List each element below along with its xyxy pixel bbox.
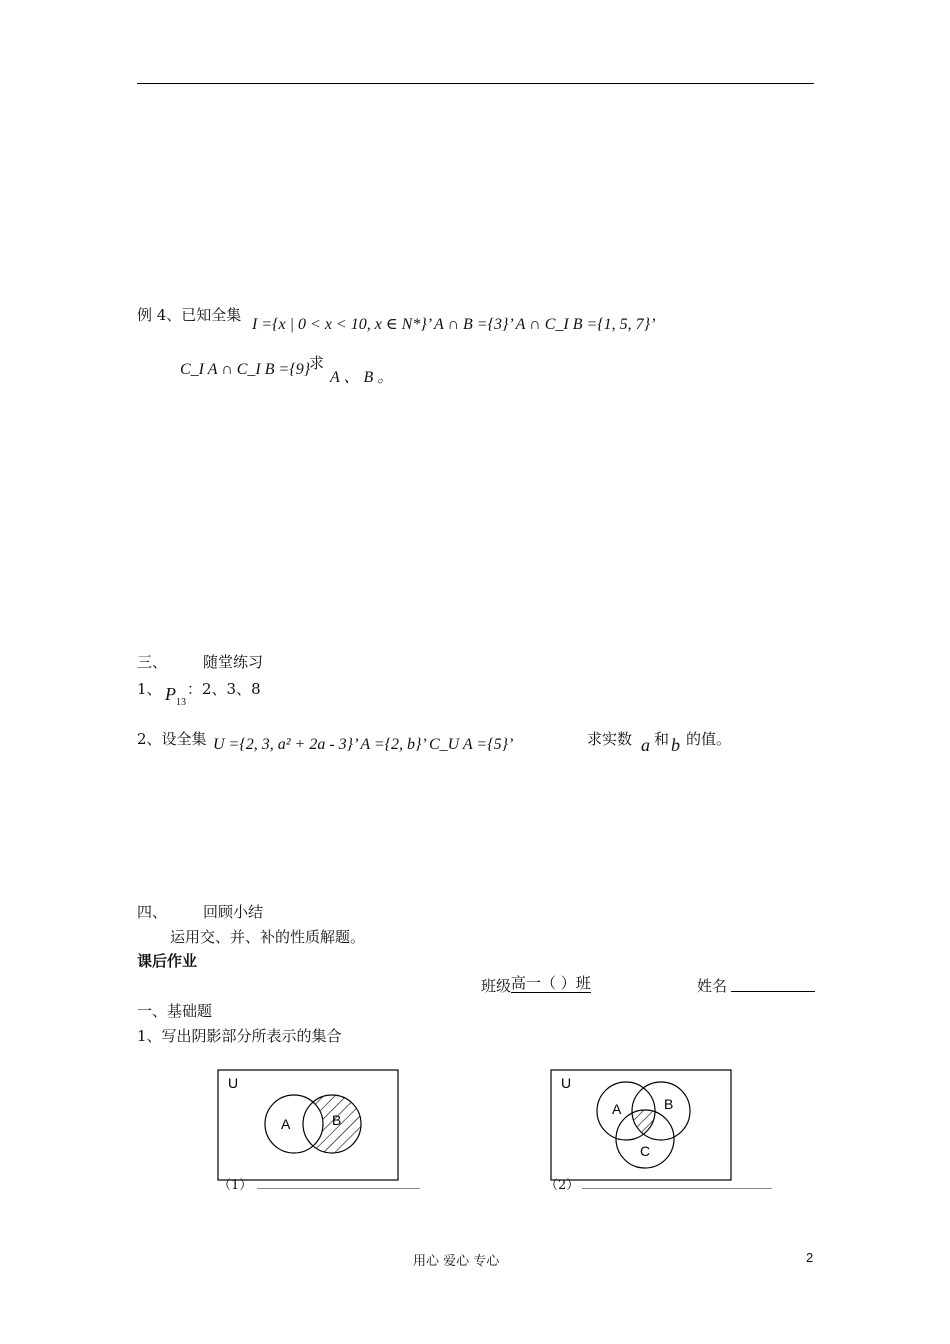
example4-label: 例 4、已知全集 — [137, 306, 242, 324]
section3-item1-ref: $P_{13}$ — [165, 684, 186, 708]
section3-heading-title: 随堂练习 — [203, 653, 264, 671]
section3-item2-and: 和 — [654, 730, 670, 748]
page-number: 2 — [806, 1250, 814, 1265]
class-label: 班级 — [481, 977, 512, 995]
name-blank — [731, 991, 815, 992]
set-c-label-2: C — [640, 1143, 651, 1159]
section3-item2-ask: 求实数 — [587, 730, 633, 748]
section4-heading-title: 回顾小结 — [203, 903, 264, 921]
universe-label-1: U — [228, 1075, 239, 1091]
section4-heading-num: 四、 — [137, 903, 168, 921]
example4-expression-1: I ={x | 0 < x < 10, x ∈ N*}’ A ∩ B ={3}’ A ∩ C_I B ={1, 5, 7}’ — [252, 316, 656, 333]
set-b-label-2: B — [664, 1096, 674, 1112]
venn1-answer-line — [257, 1188, 420, 1189]
basic-section-title: 一、基础题 — [137, 1002, 213, 1020]
example4-targets: A 、 B 。 — [330, 369, 394, 386]
section3-var-b: b — [671, 735, 680, 755]
name-label: 姓名 — [697, 977, 728, 995]
venn1-caption: （1） — [218, 1178, 253, 1193]
venn2-answer-line — [582, 1188, 772, 1189]
section3-item1-rest: ：2、3、8 — [187, 680, 261, 698]
class-value: 高一（ ）班 — [511, 974, 591, 992]
section4-summary: 运用交、并、补的性质解题。 — [170, 928, 366, 946]
venn2-caption: （2） — [545, 1178, 580, 1193]
header-rule — [137, 83, 814, 84]
set-a-label-2: A — [612, 1101, 622, 1117]
footer-motto: 用心 爱心 专心 — [413, 1254, 500, 1269]
example4-ask: 求 — [309, 354, 325, 372]
example4-expression-2: C_I A ∩ C_I B ={9} — [180, 361, 311, 378]
section3-heading-num: 三、 — [137, 653, 168, 671]
section3-item2-prefix: 2、设全集 — [137, 730, 207, 748]
section3-item2-expr: U ={2, 3, a² + 2a - 3}’ A ={2, b}’ C_U A ={5}’ — [213, 736, 514, 753]
set-b-label-1: B — [332, 1112, 342, 1128]
universe-label-2: U — [561, 1075, 572, 1091]
set-a-label-1: A — [281, 1116, 291, 1132]
section3-var-a: a — [641, 735, 650, 755]
question-1: 1、写出阴影部分所表示的集合 — [137, 1027, 342, 1045]
section3-item2-end: 的值。 — [686, 730, 732, 748]
homework-title: 课后作业 — [137, 952, 198, 970]
section3-item1: 1、 — [137, 680, 162, 698]
